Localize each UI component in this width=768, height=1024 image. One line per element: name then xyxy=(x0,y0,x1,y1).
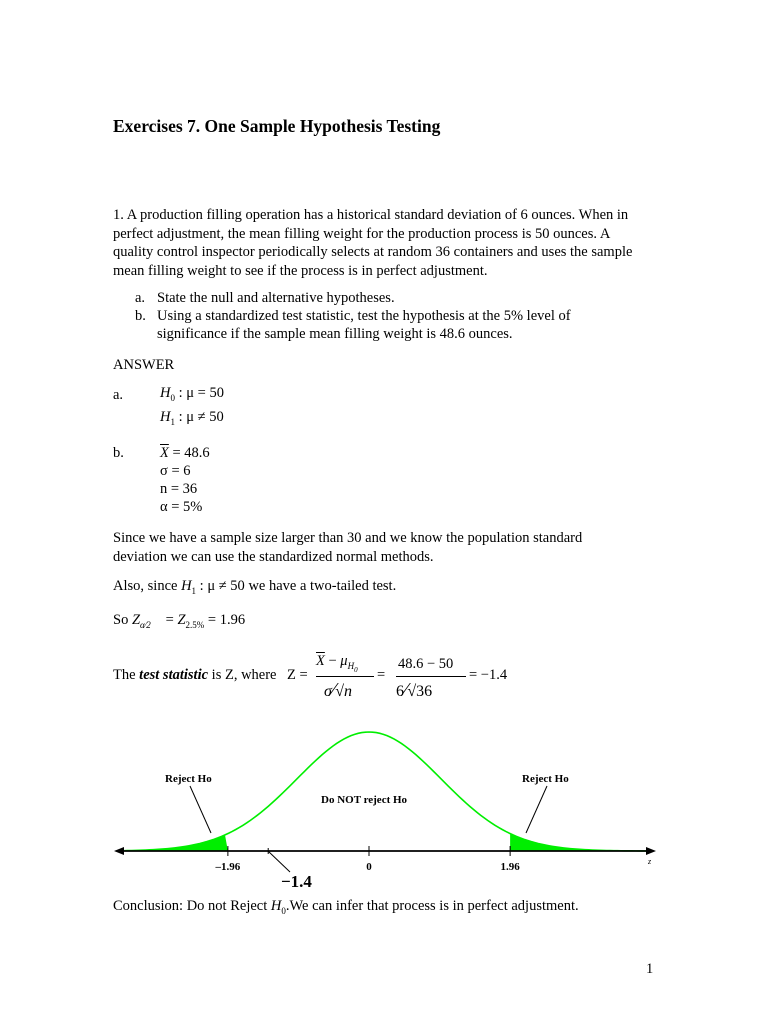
answer-b-label: b. xyxy=(113,445,124,461)
xbar-value xyxy=(160,445,210,462)
sigma-value: σ = 6 xyxy=(160,463,191,479)
do-not-reject-label: Do NOT reject Ho xyxy=(321,794,408,806)
also-suffix: we have a two-tailed test. xyxy=(248,578,397,594)
z-symbol-2: Z xyxy=(177,612,186,628)
formula-z-label: Z = xyxy=(287,667,308,683)
tick-label-left: –1.96 xyxy=(215,861,241,873)
null-hypothesis-text: : μ = 50 xyxy=(178,385,224,401)
part-b-text-1: Using a standardized test statistic, test the hypothesis at the 5% level of xyxy=(157,308,571,324)
h0-subscript: 0 xyxy=(281,906,286,916)
question-line-4: mean filling weight to see if the process is in perfect adjustment. xyxy=(113,262,488,279)
reasoning-line-2: deviation we can use the standardized normal methods. xyxy=(113,548,434,565)
h1-subscript: 1 xyxy=(191,586,197,596)
sqrt-n: √n xyxy=(335,683,353,700)
denominator-6: 6 xyxy=(396,683,404,700)
tick-label-right: 1.96 xyxy=(500,861,520,873)
part-b-item-cont: significance if the sample mean filling weight is 48.6 ounces. xyxy=(157,326,513,342)
formula-denominator-2: 6⁄√36 xyxy=(396,679,433,701)
question-line-1: 1. A production filling operation has a historical standard deviation of 6 ounces. When in xyxy=(113,207,629,223)
sqrt-36: √36 xyxy=(407,683,433,700)
question-line-2: perfect adjustment, the mean filling weight for the production process is 50 ounces. A xyxy=(113,225,611,242)
formula-numerator-1: $\overline{X} - \mu_{H_0}$ xyxy=(316,653,358,674)
axis-label: z xyxy=(648,857,652,866)
n-value: n = 36 xyxy=(160,481,198,497)
mu-symbol: μ xyxy=(340,653,348,669)
also-h1-text: : μ ≠ 50 xyxy=(199,578,245,594)
formula-fraction-bar-1 xyxy=(316,676,374,677)
h-symbol: H xyxy=(160,409,171,425)
axis-arrow-right xyxy=(646,847,656,855)
reject-left-pointer xyxy=(190,786,211,833)
h-symbol: H xyxy=(181,578,192,594)
part-b-label: b. xyxy=(135,308,146,324)
z-symbol: Z xyxy=(131,612,141,628)
mu-subscript: H0 xyxy=(347,661,358,674)
xbar-symbol: $\overline{X}$ xyxy=(160,445,169,461)
question-line-3: quality control inspector periodically selects at random 36 containers and uses the sample xyxy=(113,244,633,260)
left-rejection-region xyxy=(124,835,228,851)
formula-equals-1: = xyxy=(377,667,386,683)
z25-subscript: 2.5% xyxy=(185,620,205,630)
test-value-pointer xyxy=(268,851,290,872)
reject-right-pointer xyxy=(526,786,547,833)
h-symbol: H xyxy=(270,898,282,914)
alpha-value: α = 5% xyxy=(160,499,203,515)
null-hypothesis xyxy=(160,385,224,402)
part-a-label: a. xyxy=(135,290,146,306)
z-value-text: = 1.96 xyxy=(207,612,246,628)
part-b-item xyxy=(135,308,571,325)
also-prefix: Also, since xyxy=(113,578,178,594)
formula-fraction-bar-2 xyxy=(396,676,466,677)
page-title: Exercises 7. One Sample Hypothesis Testing xyxy=(113,116,441,136)
h-symbol: H xyxy=(160,385,171,401)
reject-right-label: Reject Ho xyxy=(522,773,569,785)
normal-distribution-graph xyxy=(0,720,768,900)
normal-curve xyxy=(124,732,650,851)
ts-rest: is Z, where xyxy=(211,667,277,683)
answer-heading: ANSWER xyxy=(113,357,175,373)
two-tailed-statement xyxy=(113,578,396,595)
tick-label-zero: 0 xyxy=(366,861,372,873)
critical-value-statement: So Zα⁄2 = $Z_{2.5\%} = 1.96$ xyxy=(113,612,246,630)
alt-hypothesis xyxy=(160,409,224,426)
reasoning-line-1: Since we have a sample size larger than 30 and we know the population standard xyxy=(113,530,583,546)
so-text: So xyxy=(113,612,129,628)
test-value-label: −1.4 xyxy=(281,872,312,891)
sigma-symbol: σ xyxy=(324,683,332,700)
h0-subscript: 0 xyxy=(170,393,175,403)
xbar-symbol: $\overline{X}$ xyxy=(316,653,325,669)
page-number: 1 xyxy=(646,961,654,977)
axis-arrow-left xyxy=(114,847,124,855)
alpha-over-2-subscript: α⁄2 xyxy=(140,620,151,630)
question-text xyxy=(113,206,653,280)
conclusion-suffix: .We can infer that process is in perfect adjustment. xyxy=(285,898,579,914)
part-a-text: State the null and alternative hypotheses. xyxy=(157,290,395,306)
formula-result: = −1.4 xyxy=(469,667,508,683)
part-a-item xyxy=(135,290,395,307)
test-statistic-term: test statistic xyxy=(139,667,209,683)
reject-left-label: Reject Ho xyxy=(165,773,212,785)
reasoning-text xyxy=(113,529,653,566)
h1-subscript: 1 xyxy=(170,417,175,427)
formula-numerator-2: 48.6 − 50 xyxy=(398,656,454,672)
conclusion-prefix: Conclusion: Do not Reject xyxy=(113,898,268,914)
alt-hypothesis-text: : μ ≠ 50 xyxy=(178,409,224,425)
formula-denominator-1: σ⁄√n xyxy=(324,679,353,701)
test-statistic-statement xyxy=(113,667,277,684)
conclusion xyxy=(113,898,579,915)
answer-a-label: a. xyxy=(113,387,124,403)
ts-the: The xyxy=(113,667,136,683)
xbar-text: = 48.6 xyxy=(172,445,210,461)
